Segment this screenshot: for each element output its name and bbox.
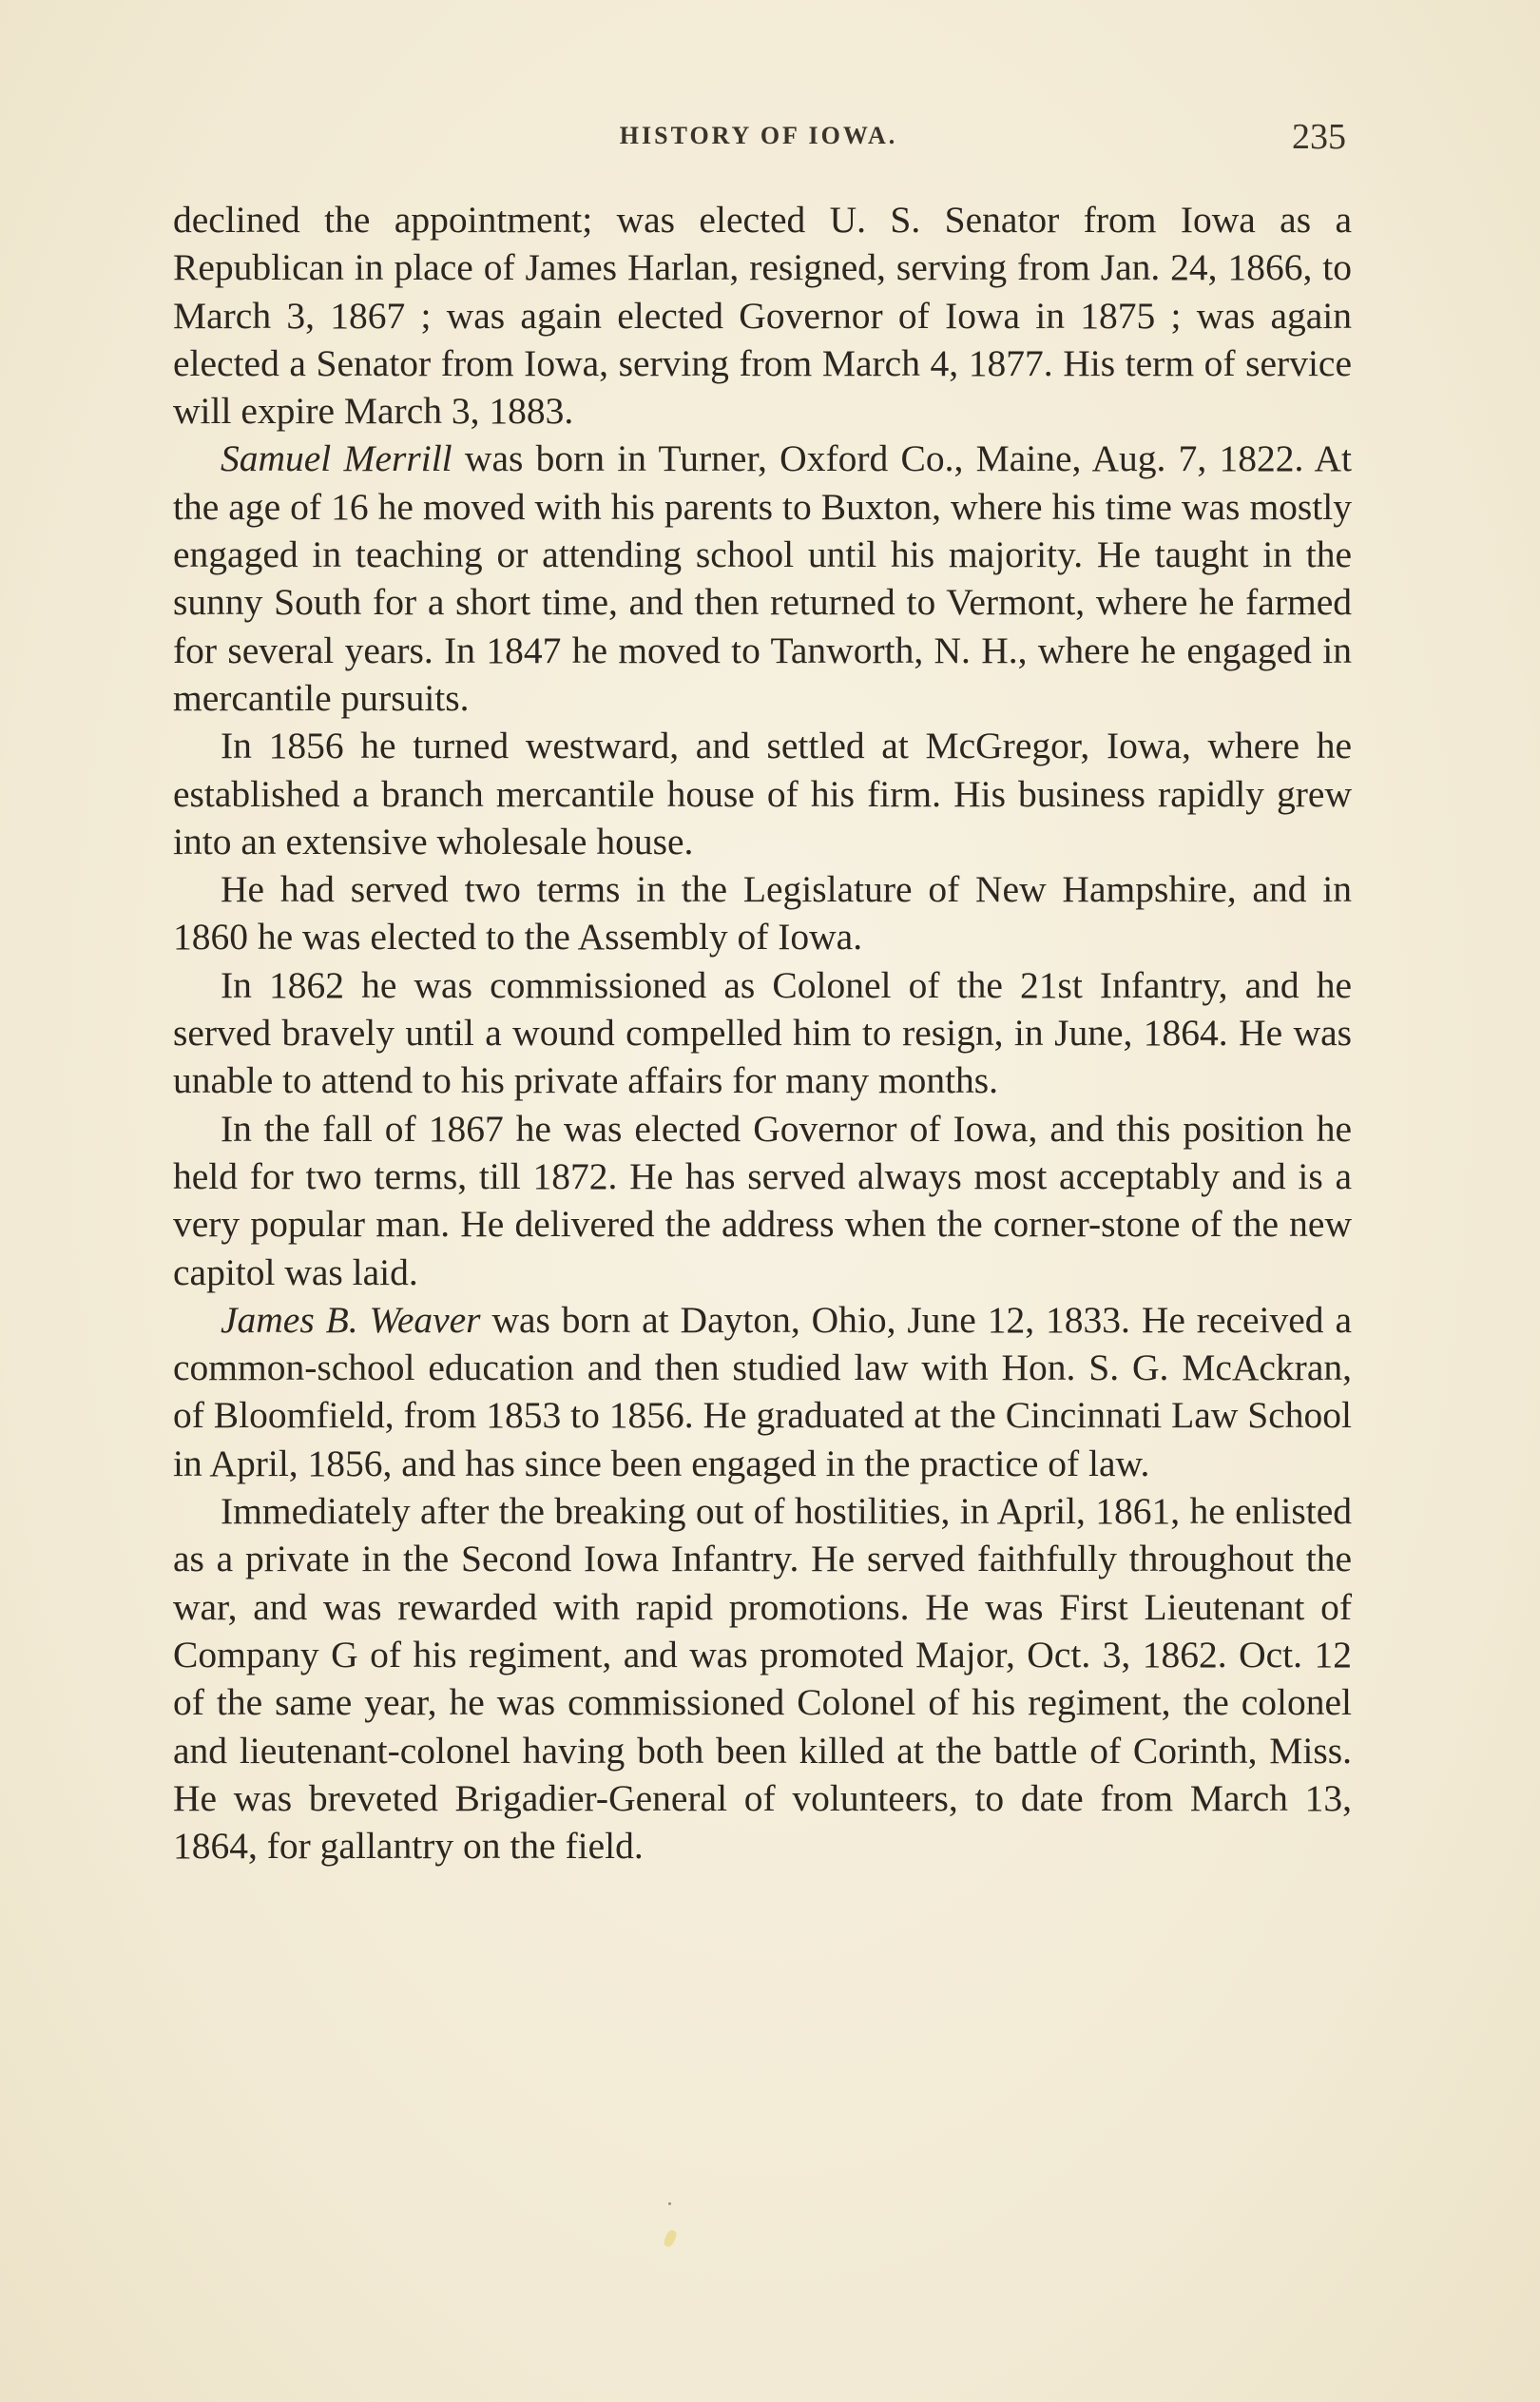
paragraph-weaver-2 xyxy=(173,1487,1352,1869)
paper-stain xyxy=(663,2229,679,2249)
person-name: James B. Weaver xyxy=(221,1298,481,1341)
paragraph-merrill-5 xyxy=(173,1105,1352,1296)
paragraph-text: He had served two terms in the Legislature of New Hampshire, and in 1860 he was elected to the Assembly of Iowa. xyxy=(173,868,1352,959)
ink-dot xyxy=(668,2202,671,2205)
page-header xyxy=(171,117,1346,160)
paragraph-text: was born at Dayton, Ohio, June 12, 1833. He received a common-school education and then studied law with Hon. S. G. McAckran, of Bloomfield, from 1853 to 1856. He graduated at the Cincinnati Law School in April, 1856, and has since been engaged in the practice of law. xyxy=(173,1298,1352,1484)
paragraph-text: In the fall of 1867 he was elected Governor of Iowa, and this position he held for two terms, till 1872. He has served always most acceptably and is a very popular man. He delivered the address when the corner-stone of the new capitol was laid. xyxy=(173,1107,1352,1293)
paragraph-text: Immediately after the breaking out of hostilities, in April, 1861, he enlisted as a private in the Second Iowa Infantry. He served faithfully throughout the war, and was rewarded with rapid promotions. He was First Lieutenant of Company G of his regiment, and was promoted Major, Oct. 3, 1862. Oct. 12 of the same year, he was commissioned Colonel of his regiment, the colonel and lieutenant-colonel having both been killed at the battle of Corinth, Miss. He was breveted Brigadier-General of volunteers, to date from March 13, 1864, for gallantry on the field. xyxy=(173,1490,1352,1868)
paragraph-merrill-2 xyxy=(173,722,1352,865)
running-head: HISTORY OF IOWA. xyxy=(619,122,898,149)
paragraph-merrill-3 xyxy=(173,865,1352,961)
paragraph-merrill-4 xyxy=(173,961,1352,1105)
paragraph-text: In 1856 he turned westward, and settled at McGregor, Iowa, where he established a branch mercantile house of his firm. His business rapidly grew into an extensive wholesale house. xyxy=(173,725,1352,862)
person-name: Samuel Merrill xyxy=(221,437,452,480)
page-number: 235 xyxy=(1292,117,1346,157)
paragraph-harlan-continued xyxy=(173,196,1352,435)
paragraph-text: In 1862 he was commissioned as Colonel of the 21st Infantry, and he served bravely until a wound compelled him to resign, in June, 1864. He was unable to attend to his private affairs for many months. xyxy=(173,963,1352,1102)
paragraph-text: was born in Turner, Oxford Co., Maine, Aug. 7, 1822. At the age of 16 he moved with his parents to Buxton, where his time was mostly engaged in teaching or attending school until his majority. He taught in the sunny South for a short time, and then returned to Vermont, where he farmed for several years. In 1847 he moved to Tanworth, N. H., where he engaged in mercantile pursuits. xyxy=(173,437,1352,719)
paragraph-text: declined the appointment; was elected U. S. Senator from Iowa as a Republican in place of James Harlan, resigned, serving from Jan. 24, 1866, to March 3, 1867 ; was again elected Governor of Iowa in 1875 ; was again elected a Senator from Iowa, serving from March 4, 1877. His term of service will expire March 3, 1883. xyxy=(173,199,1352,433)
paragraph-merrill-1 xyxy=(173,435,1352,722)
body-text xyxy=(173,196,1352,1869)
paragraph-weaver-1 xyxy=(173,1296,1352,1487)
